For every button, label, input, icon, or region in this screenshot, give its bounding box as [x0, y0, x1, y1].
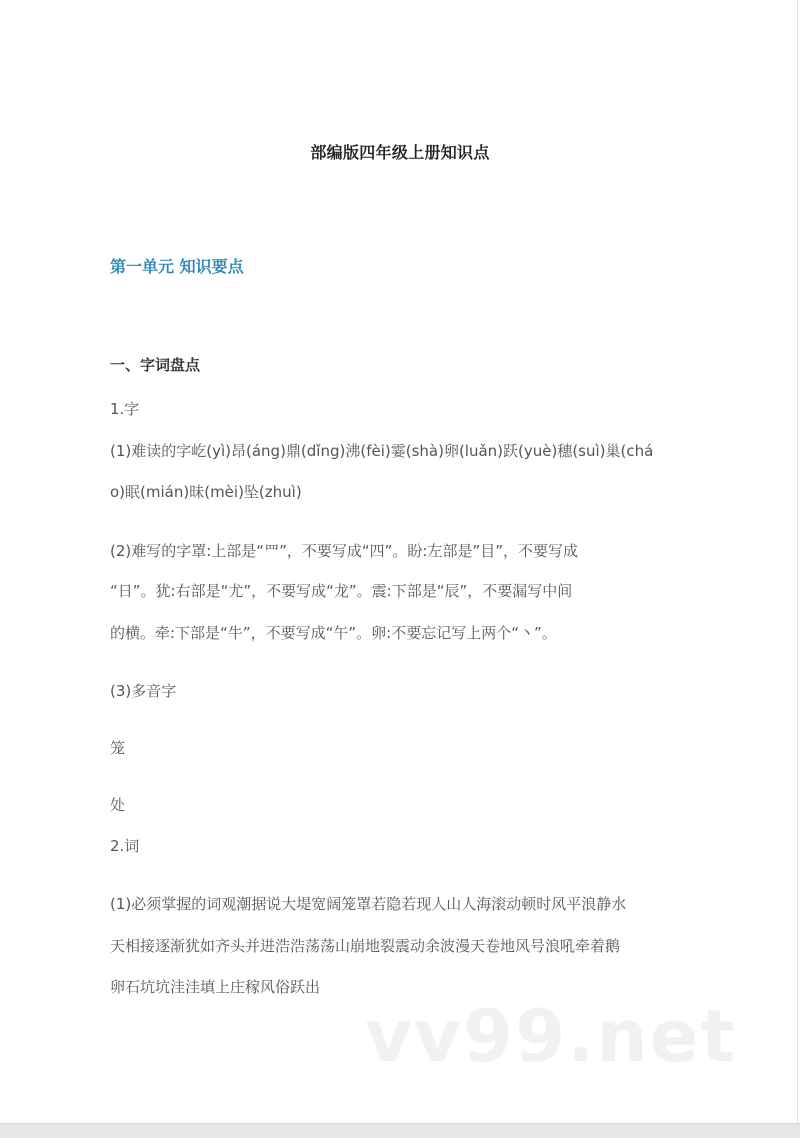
text-line: (1)难读的字屹(yì)昂(áng)鼎(dǐng)沸(fèi)霎(shà)卵(luǎn)跃(yuè)穗(suì)巢(chá — [110, 442, 654, 460]
text-line: 处 — [110, 796, 126, 814]
document-title: 部编版四年级上册知识点 — [310, 143, 490, 162]
section-heading: 一、字词盘点 — [110, 356, 201, 374]
page-bottom-edge — [0, 1123, 800, 1138]
text-line: 笼 — [110, 739, 126, 757]
watermark: vv99.net — [365, 994, 737, 1078]
text-line: 的横。牵:下部是“牛”，不要写成“午”。卵:不要忘记写上两个“丶”。 — [110, 624, 557, 642]
text-line: 卵石坑坑洼洼填上庄稼风俗跃出 — [110, 978, 321, 996]
subsection-words: 2.词 — [110, 837, 140, 855]
text-line: (3)多音字 — [110, 682, 177, 700]
text-line: (2)难写的字罩:上部是“罒”，不要写成“四”。盼:左部是”目”，不要写成 — [110, 542, 578, 560]
unit-heading: 第一单元 知识要点 — [110, 257, 244, 276]
text-line: (1)必须掌握的词观潮据说大堤宽阔笼罩若隐若现人山人海滚动顿时风平浪静水 — [110, 895, 627, 913]
text-line: 天相接逐渐犹如齐头并进浩浩荡荡山崩地裂震动余波漫天卷地风号浪吼牵着鹅 — [110, 937, 621, 955]
text-line: “日”。犹:右部是“尤”，不要写成“龙”。震:下部是“辰”，不要漏写中间 — [110, 582, 573, 600]
subsection-characters: 1.字 — [110, 400, 140, 418]
text-line: o)眠(mián)昧(mèi)坠(zhuì) — [110, 483, 302, 501]
